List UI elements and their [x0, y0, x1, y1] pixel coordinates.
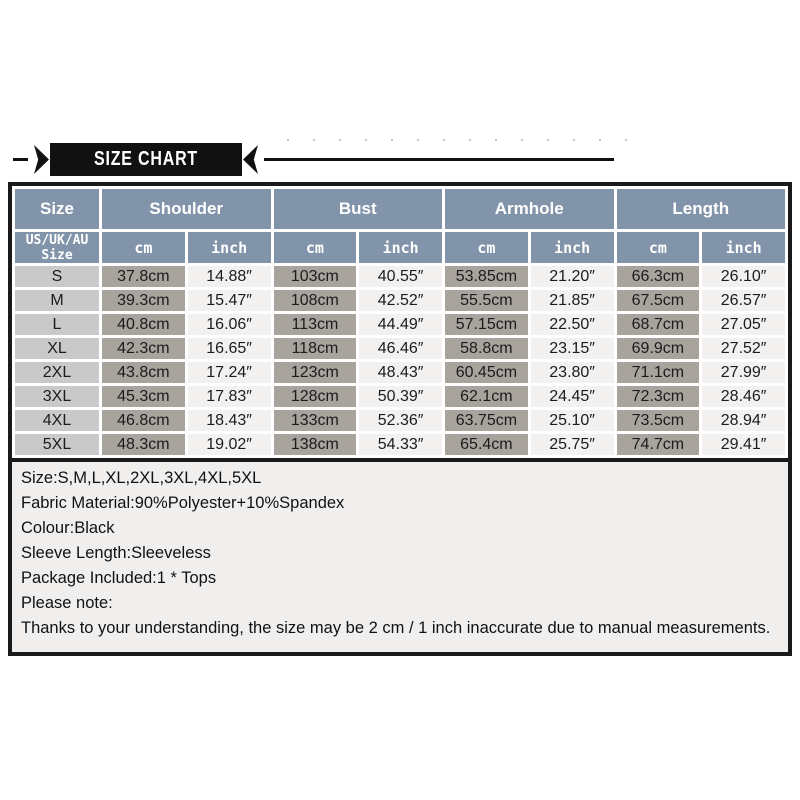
cell-value: 68.7cm — [617, 314, 700, 335]
cell-size-label: 4XL — [15, 410, 99, 431]
col-group-armhole: Armhole — [445, 189, 614, 229]
cell-value: 29.41″ — [702, 434, 785, 455]
cell-value: 25.10″ — [531, 410, 614, 431]
banner-row — [13, 143, 793, 176]
col-header-size: Size — [15, 189, 99, 229]
cell-value: 23.15″ — [531, 338, 614, 359]
cell-value: 58.8cm — [445, 338, 528, 359]
cell-value: 60.45cm — [445, 362, 528, 383]
size-row — [15, 410, 785, 431]
cell-value: 69.9cm — [617, 338, 700, 359]
cell-value: 28.94″ — [702, 410, 785, 431]
cell-value: 46.8cm — [102, 410, 185, 431]
cell-size-label: 5XL — [15, 434, 99, 455]
cell-value: 66.3cm — [617, 266, 700, 287]
cell-value: 74.7cm — [617, 434, 700, 455]
unit-header-cm-length: cm — [617, 232, 700, 263]
cell-value: 123cm — [274, 362, 357, 383]
cell-size-label: M — [15, 290, 99, 311]
cell-size-label: XL — [15, 338, 99, 359]
cell-value: 27.05″ — [702, 314, 785, 335]
size-row — [15, 266, 785, 287]
product-info-line: Size:S,M,L,XL,2XL,3XL,4XL,5XL — [21, 469, 262, 487]
col-subheader-size — [15, 232, 99, 263]
cell-value: 23.80″ — [531, 362, 614, 383]
cell-value: 63.75cm — [445, 410, 528, 431]
banner-title: SIZE CHART — [94, 148, 198, 170]
cell-value: 133cm — [274, 410, 357, 431]
cell-value: 52.36″ — [359, 410, 442, 431]
cell-value: 71.1cm — [617, 362, 700, 383]
cell-size-label: 3XL — [15, 386, 99, 407]
cell-value: 108cm — [274, 290, 357, 311]
cell-value: 53.85cm — [445, 266, 528, 287]
size-table — [8, 182, 792, 462]
cell-value: 22.50″ — [531, 314, 614, 335]
cell-value: 57.15cm — [445, 314, 528, 335]
size-chart-banner — [50, 143, 242, 176]
unit-header-cm-armhole: cm — [445, 232, 528, 263]
size-row — [15, 290, 785, 311]
cell-value: 14.88″ — [188, 266, 271, 287]
cell-value: 28.46″ — [702, 386, 785, 407]
size-subheader-line2: Size — [41, 247, 73, 263]
cell-value: 48.43″ — [359, 362, 442, 383]
unit-header-cm-bust: cm — [274, 232, 357, 263]
product-info-box — [8, 462, 792, 656]
cell-value: 72.3cm — [617, 386, 700, 407]
cell-size-label: L — [15, 314, 99, 335]
size-subheader-line1: US/UK/AU — [25, 232, 89, 248]
table-header-row — [15, 189, 785, 229]
cell-value: 138cm — [274, 434, 357, 455]
cell-size-label: 2XL — [15, 362, 99, 383]
size-row — [15, 434, 785, 455]
cell-value: 19.02″ — [188, 434, 271, 455]
cell-value: 27.52″ — [702, 338, 785, 359]
dotted-divider-line — [287, 139, 639, 141]
size-row — [15, 386, 785, 407]
product-info-line: Fabric Material:90%Polyester+10%Spandex — [21, 494, 345, 512]
cell-value: 39.3cm — [102, 290, 185, 311]
cell-value: 40.8cm — [102, 314, 185, 335]
cell-value: 113cm — [274, 314, 357, 335]
product-info-line: Package Included:1 * Tops — [21, 569, 217, 587]
unit-header-inch-bust: inch — [359, 232, 442, 263]
cell-value: 16.65″ — [188, 338, 271, 359]
product-info-line: Colour:Black — [21, 519, 115, 537]
ribbon-fold-right-icon — [243, 145, 258, 174]
cell-value: 21.20″ — [531, 266, 614, 287]
cell-value: 42.52″ — [359, 290, 442, 311]
col-group-length: Length — [617, 189, 786, 229]
product-info-line: Please note: — [21, 594, 113, 612]
size-row — [15, 362, 785, 383]
unit-header-inch-armhole: inch — [531, 232, 614, 263]
col-group-bust: Bust — [274, 189, 443, 229]
cell-value: 15.47″ — [188, 290, 271, 311]
cell-value: 26.10″ — [702, 266, 785, 287]
cell-value: 16.06″ — [188, 314, 271, 335]
cell-value: 17.83″ — [188, 386, 271, 407]
cell-value: 46.46″ — [359, 338, 442, 359]
cell-value: 21.85″ — [531, 290, 614, 311]
cell-value: 25.75″ — [531, 434, 614, 455]
cell-value: 54.33″ — [359, 434, 442, 455]
size-row — [15, 314, 785, 335]
product-info-line: Thanks to your understanding, the size may be 2 cm / 1 inch inaccurate due to manual measurements. — [21, 619, 771, 637]
col-group-shoulder: Shoulder — [102, 189, 271, 229]
ribbon-dash-left — [13, 158, 28, 161]
cell-value: 67.5cm — [617, 290, 700, 311]
cell-value: 65.4cm — [445, 434, 528, 455]
table-subheader-row — [15, 232, 785, 263]
cell-value: 40.55″ — [359, 266, 442, 287]
unit-header-inch-shoulder: inch — [188, 232, 271, 263]
cell-value: 42.3cm — [102, 338, 185, 359]
product-info-line: Sleeve Length:Sleeveless — [21, 544, 211, 562]
cell-value: 55.5cm — [445, 290, 528, 311]
ribbon-fold-left-icon — [34, 145, 49, 174]
size-row — [15, 338, 785, 359]
cell-value: 50.39″ — [359, 386, 442, 407]
cell-value: 45.3cm — [102, 386, 185, 407]
cell-size-label: S — [15, 266, 99, 287]
cell-value: 73.5cm — [617, 410, 700, 431]
cell-value: 26.57″ — [702, 290, 785, 311]
cell-value: 118cm — [274, 338, 357, 359]
cell-value: 62.1cm — [445, 386, 528, 407]
solid-divider-line — [264, 158, 614, 161]
cell-value: 37.8cm — [102, 266, 185, 287]
unit-header-cm-shoulder: cm — [102, 232, 185, 263]
cell-value: 44.49″ — [359, 314, 442, 335]
cell-value: 103cm — [274, 266, 357, 287]
cell-value: 48.3cm — [102, 434, 185, 455]
cell-value: 128cm — [274, 386, 357, 407]
cell-value: 27.99″ — [702, 362, 785, 383]
cell-value: 17.24″ — [188, 362, 271, 383]
size-table-container — [8, 182, 792, 462]
cell-value: 18.43″ — [188, 410, 271, 431]
cell-value: 24.45″ — [531, 386, 614, 407]
unit-header-inch-length: inch — [702, 232, 785, 263]
cell-value: 43.8cm — [102, 362, 185, 383]
